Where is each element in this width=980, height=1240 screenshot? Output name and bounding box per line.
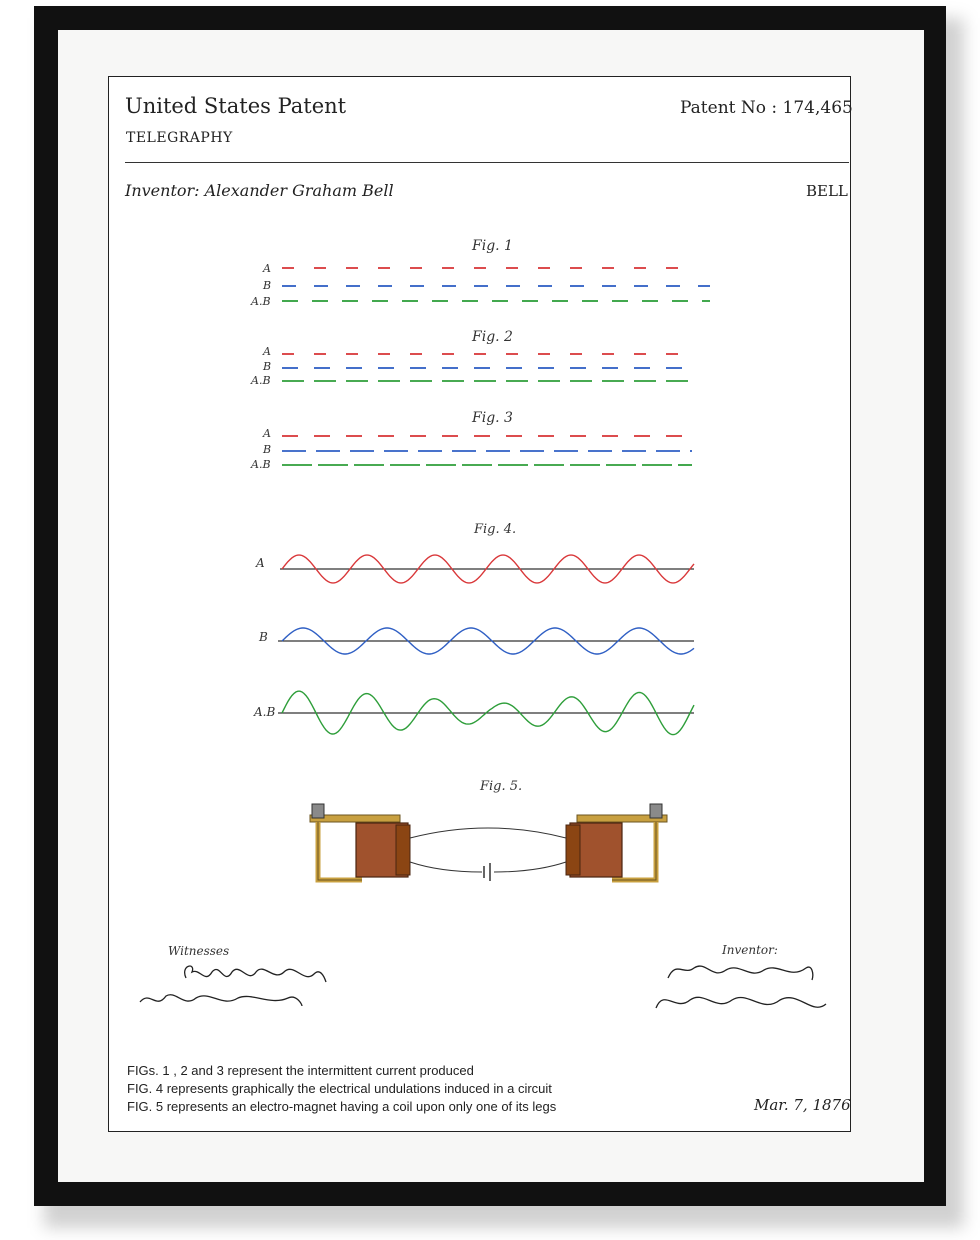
row-label-a: A	[263, 262, 271, 275]
inventor-surname: BELL	[806, 182, 848, 200]
wave-label-ab: A.B	[254, 705, 276, 719]
fig5-electromagnet-right	[566, 804, 667, 880]
yoke-left-outline	[318, 822, 362, 880]
fig5-circuit-wires	[410, 828, 566, 881]
row-label-a: A	[263, 345, 271, 358]
inventor-signatures	[656, 966, 826, 1008]
row-label-ab: A.B	[251, 374, 271, 387]
row-label-ab: A.B	[251, 295, 271, 308]
row-label-b: B	[263, 279, 272, 292]
patent-date: Mar. 7, 1876	[754, 1096, 851, 1114]
row-label-a: A	[263, 427, 271, 440]
witness-signature-2	[140, 995, 302, 1006]
witness-signatures	[140, 966, 326, 1006]
page-title: United States Patent	[125, 94, 347, 118]
row-label-b: B	[263, 360, 272, 373]
fig2-label: Fig. 2	[472, 329, 513, 345]
wave-label-b: B	[259, 630, 268, 644]
fig5-label: Fig. 5.	[480, 779, 523, 794]
inventor-signature-1	[668, 966, 813, 980]
screw-right	[650, 804, 662, 818]
screw-left	[312, 804, 324, 818]
caption-line-1: FIGs. 1 , 2 and 3 represent the intermittent current produced	[127, 1063, 474, 1078]
lower-wire-right	[494, 862, 566, 872]
yoke-left	[318, 822, 362, 880]
patent-number: Patent No : 174,465	[680, 98, 853, 118]
coil-right-end	[566, 825, 580, 875]
intermittent-current-dashes	[282, 268, 710, 465]
witnesses-label: Witnesses	[168, 944, 230, 958]
row-label-b: B	[263, 443, 272, 456]
caption-line-3: FIG. 5 represents an electro-magnet having a coil upon only one of its legs	[127, 1099, 557, 1114]
witness-signature-1	[185, 966, 326, 982]
fig2-row-labels	[250, 345, 271, 387]
coil-left-end	[396, 825, 410, 875]
inventor-name: Inventor: Alexander Graham Bell	[125, 181, 394, 200]
fig5-electromagnet-left	[310, 804, 410, 880]
fig4-waves	[253, 555, 694, 735]
inventor-signature-label: Inventor:	[722, 943, 778, 957]
row-label-ab: A.B	[251, 458, 271, 471]
caption-line-2: FIG. 4 represents graphically the electrical undulations induced in a circuit	[127, 1081, 552, 1096]
fig3-row-labels	[250, 427, 271, 471]
fig1-row-labels	[250, 262, 271, 308]
fig3-label: Fig. 3	[472, 410, 513, 426]
inventor-signature-2	[656, 997, 826, 1008]
upper-wire	[410, 828, 566, 838]
lower-wire-left	[410, 862, 482, 872]
wave-label-a: A	[256, 556, 265, 570]
fig4-label: Fig. 4.	[474, 522, 517, 537]
patent-subtitle: TELEGRAPHY	[126, 130, 233, 146]
fig1-label: Fig. 1	[472, 238, 513, 254]
